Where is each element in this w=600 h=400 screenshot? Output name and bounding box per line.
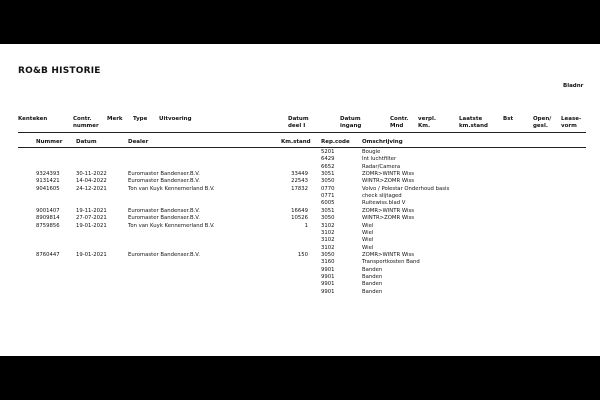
table-row — [0, 193, 600, 200]
col-header-dealer: Dealer — [128, 139, 149, 145]
cell-repcode: 3160 — [321, 259, 335, 266]
col-header-datum-ingang-line1: Datum — [340, 116, 361, 122]
col-header-open-gesl-line1: Open/ — [533, 116, 552, 122]
cell-datum: 27-07-2021 — [76, 215, 107, 222]
cell-repcode: 0771 — [321, 193, 335, 200]
cell-datum: 19-01-2021 — [76, 251, 107, 258]
cell-repcode: 9901 — [321, 273, 335, 280]
cell-dealer: Euromaster Bandenser.B.V. — [128, 207, 200, 214]
cell-datum: 19-01-2021 — [76, 222, 107, 229]
table-row — [0, 149, 600, 156]
col-header-merk: Merk — [107, 116, 123, 122]
cell-omschrijving: Wiel — [362, 237, 374, 244]
cell-dealer: Ton van Kuyk Kennemerland B.V. — [128, 185, 215, 192]
cell-kmstand: 150 — [297, 251, 308, 258]
cell-repcode: 3102 — [321, 229, 335, 236]
table-row — [0, 178, 600, 185]
col-header-datum-deel — [288, 116, 309, 130]
cell-omschrijving: Ruitewiss.blad V — [362, 200, 406, 207]
col-header-verpl-km-line1: verpl. — [418, 116, 436, 122]
cell-repcode: 3051 — [321, 207, 335, 214]
report-title: RO&B HISTORIE — [18, 66, 101, 76]
col-header-contr-mnd-line1: Contr. — [390, 116, 409, 122]
cell-kmstand: 1 — [304, 222, 308, 229]
cell-nummer: 9041605 — [36, 185, 60, 192]
report-page — [0, 44, 600, 356]
cell-kmstand: 16649 — [291, 207, 308, 214]
table-row — [0, 171, 600, 178]
col-header-contr-nummer — [73, 116, 99, 130]
cell-omschrijving: ZOMR>WINTR Wiss — [362, 207, 414, 214]
cell-omschrijving: Bougie — [362, 149, 381, 155]
cell-datum: 14-04-2022 — [76, 178, 107, 185]
cell-omschrijving: Wiel — [362, 229, 374, 236]
table-row — [0, 186, 600, 193]
cell-nummer: 9131421 — [36, 178, 60, 185]
col-header-repcode: Rep.code — [321, 139, 350, 145]
col-header-datum-deel-line1: Datum — [288, 116, 309, 122]
cell-repcode: 3102 — [321, 222, 335, 229]
cell-datum: 24-12-2021 — [76, 185, 107, 192]
table-row — [0, 237, 600, 244]
cell-repcode: 3102 — [321, 244, 335, 251]
table-row — [0, 230, 600, 237]
col-header-open-gesl — [533, 116, 551, 130]
cell-datum: 30-11-2022 — [76, 171, 107, 178]
col-header-laatste-kmstand-line2: km.stand — [459, 123, 488, 129]
cell-repcode: 3050 — [321, 251, 335, 258]
cell-kmstand: 10526 — [291, 215, 308, 222]
table-row — [0, 245, 600, 252]
cell-kmstand: 33449 — [291, 171, 308, 178]
cell-omschrijving: WINTR>ZOMR Wiss — [362, 178, 414, 185]
header-divider-top — [18, 132, 586, 133]
col-header-verpl-km-line2: Km. — [418, 123, 431, 129]
cell-nummer: 8909814 — [36, 215, 60, 222]
col-header-lease-vorm-line1: Lease- — [561, 116, 582, 122]
col-header-contr-mnd-line2: Mnd — [390, 123, 404, 129]
col-header-nummer: Nummer — [36, 139, 63, 145]
col-header-bst: Bst — [503, 116, 514, 122]
cell-repcode: 6005 — [321, 200, 335, 207]
cell-omschrijving: Wiel — [362, 222, 374, 229]
col-header-contr-mnd — [390, 116, 408, 130]
table-row — [0, 267, 600, 274]
cell-dealer: Euromaster Bandenser.B.V. — [128, 215, 200, 222]
table-row — [0, 252, 600, 259]
cell-nummer: 8760447 — [36, 251, 60, 258]
cell-omschrijving: Banden — [362, 288, 383, 295]
cell-omschrijving: Transportkosten Band — [362, 259, 420, 266]
cell-omschrijving: ZOMR>WINTR Wiss — [362, 251, 414, 258]
col-header-datum-ingang — [340, 116, 361, 130]
col-header-open-gesl-line2: gesl. — [533, 123, 548, 129]
cell-repcode: 3050 — [321, 215, 335, 222]
table-row — [0, 215, 600, 222]
cell-repcode: 5201 — [321, 149, 335, 155]
cell-dealer: Euromaster Bandenser.B.V. — [128, 251, 200, 258]
col-header-verpl-km — [418, 116, 436, 130]
col-header-kenteken: Kenteken — [18, 116, 48, 122]
table-row — [0, 223, 600, 230]
table-row — [0, 156, 600, 163]
col-header-lease-vorm-line2: vorm — [561, 123, 577, 129]
col-header-kmstand: Km.stand — [281, 139, 311, 145]
table-row — [0, 274, 600, 281]
cell-kmstand: 17832 — [291, 185, 308, 192]
cell-omschrijving: Banden — [362, 281, 383, 288]
cell-omschrijving: WINTR>ZOMR Wiss — [362, 215, 414, 222]
cell-datum: 19-11-2021 — [76, 207, 107, 214]
cell-repcode: 3050 — [321, 178, 335, 185]
cell-repcode: 3051 — [321, 171, 335, 178]
cell-omschrijving: Wiel — [362, 244, 374, 251]
cell-omschrijving: check slijtaged — [362, 193, 402, 200]
cell-dealer: Euromaster Bandenser.B.V. — [128, 171, 200, 178]
table-row — [0, 259, 600, 266]
header-divider-bottom — [18, 147, 586, 148]
table-row — [0, 164, 600, 171]
cell-omschrijving: Radar/Camera — [362, 163, 401, 170]
cell-repcode: 9901 — [321, 281, 335, 288]
table-row — [0, 200, 600, 207]
cell-repcode: 9901 — [321, 266, 335, 273]
cell-nummer: 8759856 — [36, 222, 60, 229]
col-header-laatste-kmstand — [459, 116, 488, 130]
col-header-omschrijving: Omschrijving — [362, 139, 403, 145]
col-header-datum: Datum — [76, 139, 97, 145]
cell-dealer: Ton van Kuyk Kennemerland B.V. — [128, 222, 215, 229]
cell-repcode: 6652 — [321, 163, 335, 170]
table-row — [0, 289, 600, 296]
col-header-contr-nummer-line2: nummer — [73, 123, 99, 129]
page-number-label: Bladnr — [563, 83, 584, 89]
cell-dealer: Euromaster Bandenser.B.V. — [128, 178, 200, 185]
col-header-datum-ingang-line2: ingang — [340, 123, 362, 129]
cell-repcode: 0770 — [321, 185, 335, 192]
cell-omschrijving: Banden — [362, 273, 383, 280]
col-header-lease-vorm — [561, 116, 581, 130]
table-row — [0, 208, 600, 215]
cell-nummer: 9001407 — [36, 207, 60, 214]
col-header-contr-nummer-line1: Contr. — [73, 116, 92, 122]
cell-repcode: 9901 — [321, 288, 335, 295]
cell-omschrijving: Volvo / Polestar Onderhoud basis — [362, 185, 450, 192]
cell-omschrijving: Int luchtfilter — [362, 156, 397, 163]
cell-kmstand: 22543 — [291, 178, 308, 185]
col-header-uitvoering: Uitvoering — [159, 116, 192, 122]
cell-nummer: 9324393 — [36, 171, 60, 178]
col-header-type: Type — [133, 116, 148, 122]
cell-repcode: 3102 — [321, 237, 335, 244]
cell-omschrijving: ZOMR>WINTR Wiss — [362, 171, 414, 178]
table-row — [0, 281, 600, 288]
cell-repcode: 6429 — [321, 156, 335, 163]
col-header-laatste-kmstand-line1: Laatste — [459, 116, 483, 122]
col-header-datum-deel-line2: deel I — [288, 123, 306, 129]
cell-omschrijving: Banden — [362, 266, 383, 273]
